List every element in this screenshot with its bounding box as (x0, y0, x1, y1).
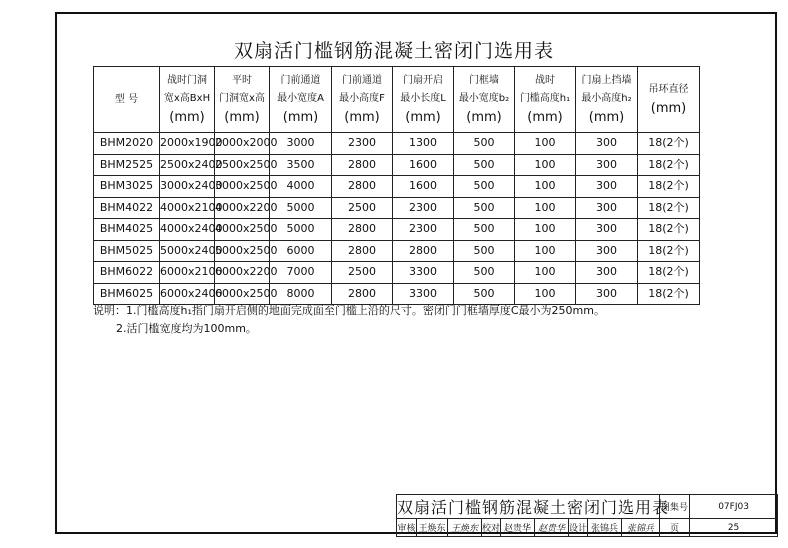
table-cell: 100 (515, 154, 576, 176)
header-cell: 战时 门槛高度h₁ (mm) (515, 67, 576, 133)
table-cell: 18(2个) (638, 219, 700, 241)
header-cell: 门前通道 最小宽度A (mm) (270, 67, 332, 133)
table-cell: 100 (515, 133, 576, 155)
table-cell: 7000 (270, 262, 332, 284)
header-cell: 门扇开启 最小长度L (mm) (393, 67, 454, 133)
table-cell: 18(2个) (638, 154, 700, 176)
table-cell: 300 (576, 133, 638, 155)
table-cell: 3000 (270, 133, 332, 155)
table-cell: 2800 (332, 240, 393, 262)
header-cell: 型 号 (94, 67, 160, 133)
table-cell: 500 (454, 240, 515, 262)
table-cell: 100 (515, 240, 576, 262)
table-row (94, 240, 700, 262)
table-cell: 500 (454, 154, 515, 176)
atlas-label: 图集号 (660, 495, 690, 519)
title-block-title: 双扇活门槛钢筋混凝土密闭门选用表 (397, 495, 660, 519)
table-cell: 100 (515, 262, 576, 284)
table-cell: 500 (454, 283, 515, 305)
table-cell: 100 (515, 176, 576, 198)
designer-name: 张锦兵 (588, 519, 622, 537)
design-label: 设计 (569, 519, 588, 537)
table-cell: 4000x2200 (215, 197, 270, 219)
table-cell: 3300 (393, 262, 454, 284)
table-cell: 1600 (393, 176, 454, 198)
table-cell: 18(2个) (638, 240, 700, 262)
table-cell: 5000x2500 (215, 240, 270, 262)
model-cell: BHM2020 (94, 133, 160, 155)
table-cell: 2000x2000 (215, 133, 270, 155)
model-cell: BHM2525 (94, 154, 160, 176)
table-cell: 500 (454, 176, 515, 198)
table-row (94, 154, 700, 176)
table-cell: 5000 (270, 197, 332, 219)
table-row (94, 197, 700, 219)
header-cell: 吊环直径 (mm) (638, 67, 700, 133)
table-cell: 300 (576, 176, 638, 198)
table-row (94, 133, 700, 155)
table-cell: 100 (515, 197, 576, 219)
table-cell: 6000x2400 (160, 283, 215, 305)
model-cell: BHM6022 (94, 262, 160, 284)
table-row (94, 176, 700, 198)
check-label: 校对 (482, 519, 501, 537)
table-cell: 2800 (332, 176, 393, 198)
table-cell: 18(2个) (638, 133, 700, 155)
table-cell: 2500x2500 (215, 154, 270, 176)
notes (93, 302, 605, 338)
table-cell: 3300 (393, 283, 454, 305)
page-label: 页 (660, 519, 690, 537)
note-line-1: 说明：1.门槛高度h₁指门扇开启侧的地面完成面至门槛上沿的尺寸。密闭门门框墙厚度C最小为250mm。 (93, 304, 605, 317)
table-cell: 18(2个) (638, 176, 700, 198)
table-cell: 18(2个) (638, 197, 700, 219)
model-cell: BHM4022 (94, 197, 160, 219)
table-cell: 2800 (393, 240, 454, 262)
table-cell: 300 (576, 219, 638, 241)
table-row (94, 262, 700, 284)
table-cell: 2800 (332, 283, 393, 305)
selection-table (93, 66, 700, 305)
table-header-row (94, 67, 700, 133)
table-cell: 6000x2100 (160, 262, 215, 284)
table-cell: 4000x2400 (160, 219, 215, 241)
table-cell: 5000x2400 (160, 240, 215, 262)
table-cell: 4000 (270, 176, 332, 198)
header-cell: 战时门洞 宽x高BxH (mm) (160, 67, 215, 133)
table-cell: 2800 (332, 154, 393, 176)
header-cell: 门扇上挡墙 最小高度h₂ (mm) (576, 67, 638, 133)
title-block (396, 494, 778, 537)
table-cell: 6000x2200 (215, 262, 270, 284)
atlas-number: 07FJ03 (690, 495, 778, 519)
table-cell: 100 (515, 219, 576, 241)
page-number: 25 (690, 519, 778, 537)
table-cell: 2500 (332, 262, 393, 284)
reviewer-name: 王焕东 (417, 519, 448, 537)
checker-signature: 赵贵华 (535, 519, 569, 537)
table-cell: 5000 (270, 219, 332, 241)
table-cell: 8000 (270, 283, 332, 305)
table-cell: 100 (515, 283, 576, 305)
table-cell: 6000 (270, 240, 332, 262)
designer-signature: 张锦兵 (622, 519, 660, 537)
table-cell: 3000x2400 (160, 176, 215, 198)
table-cell: 2300 (393, 219, 454, 241)
header-cell: 门框墙 最小宽度b₂ (mm) (454, 67, 515, 133)
table-cell: 2800 (332, 219, 393, 241)
table-cell: 6000x2500 (215, 283, 270, 305)
checker-name: 赵贵华 (501, 519, 535, 537)
table-cell: 1300 (393, 133, 454, 155)
note-line-2: 2.活门槛宽度均为100mm。 (116, 322, 257, 335)
page-title: 双扇活门槛钢筋混凝土密闭门选用表 (233, 40, 554, 62)
table-cell: 300 (576, 240, 638, 262)
table-cell: 3000x2500 (215, 176, 270, 198)
table-cell: 500 (454, 262, 515, 284)
table-cell: 2500x2400 (160, 154, 215, 176)
table-cell: 300 (576, 154, 638, 176)
header-cell: 门前通道 最小高度F (mm) (332, 67, 393, 133)
model-cell: BHM3025 (94, 176, 160, 198)
table-cell: 2300 (332, 133, 393, 155)
table-cell: 500 (454, 197, 515, 219)
table-cell: 4000x2100 (160, 197, 215, 219)
model-cell: BHM4025 (94, 219, 160, 241)
header-cell: 平时 门洞宽x高 (mm) (215, 67, 270, 133)
table-cell: 2000x1900 (160, 133, 215, 155)
model-cell: BHM6025 (94, 283, 160, 305)
table-cell: 18(2个) (638, 283, 700, 305)
table-cell: 4000x2500 (215, 219, 270, 241)
table-cell: 2300 (393, 197, 454, 219)
table-cell: 300 (576, 197, 638, 219)
table-row (94, 219, 700, 241)
table-cell: 300 (576, 283, 638, 305)
table-cell: 500 (454, 219, 515, 241)
table-cell: 500 (454, 133, 515, 155)
model-cell: BHM5025 (94, 240, 160, 262)
reviewer-signature: 王焕东 (448, 519, 482, 537)
review-label: 审核 (397, 519, 417, 537)
table-cell: 1600 (393, 154, 454, 176)
table-cell: 3500 (270, 154, 332, 176)
table-cell: 2500 (332, 197, 393, 219)
table-cell: 18(2个) (638, 262, 700, 284)
table-cell: 300 (576, 262, 638, 284)
